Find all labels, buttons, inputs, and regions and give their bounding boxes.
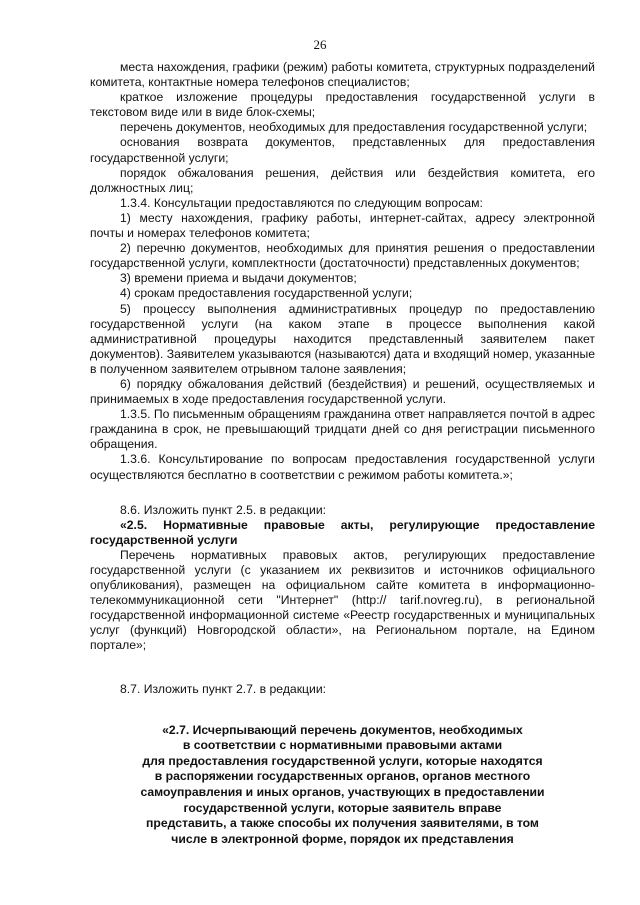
paragraph: краткое изложение процедуры предоставления государственной услуги в текстовом виде или в виде блок-схемы; bbox=[90, 90, 595, 120]
list-item: 1) месту нахождения, графику работы, интернет-сайтах, адресу электронной почты и номерах телефонов комитета; bbox=[90, 210, 595, 241]
list-item: 6) порядку обжалования действий (бездействия) и решений, осуществляемых и принимаемых в ходе предоставления государственной услуги. bbox=[90, 376, 595, 407]
heading-line: самоуправления и иных органов, участвующих в предоставлении bbox=[140, 785, 545, 800]
heading-line: для предоставления государственной услуги, которые находятся bbox=[142, 753, 543, 768]
paragraph: 1.3.6. Консультирование по вопросам предоставления государственной услуги осуществляются бесплатно в соответствии с режимом работы комитета.»; bbox=[90, 452, 595, 482]
heading-line: государственной услуги, которые заявитель вправе bbox=[183, 800, 502, 815]
paragraph: 1.3.5. По письменным обращениям гражданина ответ направляется почтой в адрес гражданина в срок, не превышающий тридцати дней со дня регистрации письменного обращения. bbox=[90, 407, 595, 452]
paragraph: порядок обжалования решения, действия или бездействия комитета, его должностных лиц; bbox=[90, 165, 595, 195]
heading-line: «2.7. Исчерпывающий перечень документов, необходимых bbox=[162, 722, 523, 737]
heading-line: представить, а также способы их получения заявителями, в том bbox=[146, 816, 539, 831]
paragraph: 1.3.4. Консультации предоставляются по следующим вопросам: bbox=[120, 195, 483, 210]
paragraph: перечень документов, необходимых для предоставления государственной услуги; bbox=[120, 120, 588, 135]
instruction-8-6: 8.6. Изложить пункт 2.5. в редакции: bbox=[120, 502, 327, 517]
heading-line: в соответствии с нормативными правовыми актами bbox=[182, 738, 503, 753]
page-number: 26 bbox=[313, 37, 327, 52]
list-item: 4) срокам предоставления государственной услуги; bbox=[120, 286, 413, 301]
paragraph: места нахождения, графики (режим) работы комитета, структурных подразделений комитета, контактные номера телефонов специалистов; bbox=[90, 60, 595, 90]
section-2-5-heading: «2.5. Нормативные правовые акты, регулирующие предоставление государственной услуги bbox=[90, 517, 595, 547]
list-item: 3) времени приема и выдачи документов; bbox=[120, 271, 357, 286]
section-2-7-heading bbox=[90, 723, 595, 848]
paragraph: основания возврата документов, представленных для предоставления государственной услуги; bbox=[90, 135, 595, 165]
instruction-8-7: 8.7. Изложить пункт 2.7. в редакции: bbox=[120, 681, 327, 696]
section-2-5-text: Перечень нормативных правовых актов, регулирующих предоставление государственной услуги (с указанием их реквизитов и источников официального опубликования), размещен на официальном сайте комитета в информационно-телекоммуникационной сети "Интернет" (http:// tarif.novreg.ru), в региональной государственной информационной системе «Реестр государственных и муниципальных услуг (функций) Новгородской области», на Региональном портале, на Едином портале»; bbox=[90, 547, 595, 653]
heading-line: числе в электронной форме, порядок их представления bbox=[171, 831, 514, 846]
list-item: 5) процессу выполнения административных процедур по предоставлению государственной услуги (на каком этапе в процессе выполнения какой административной процедуры находится представленный заявителем пакет документов). Заявителем указываются (называются) дата и входящий номер, указанные в полученном заявителем отрывном талоне заявления; bbox=[90, 301, 595, 376]
list-item: 2) перечню документов, необходимых для принятия решения о предоставлении государственной услуги, комплектности (достаточности) представленных документов; bbox=[90, 241, 595, 271]
document-body bbox=[90, 60, 595, 847]
heading-line: в распоряжении государственных органов, органов местного bbox=[154, 769, 531, 784]
